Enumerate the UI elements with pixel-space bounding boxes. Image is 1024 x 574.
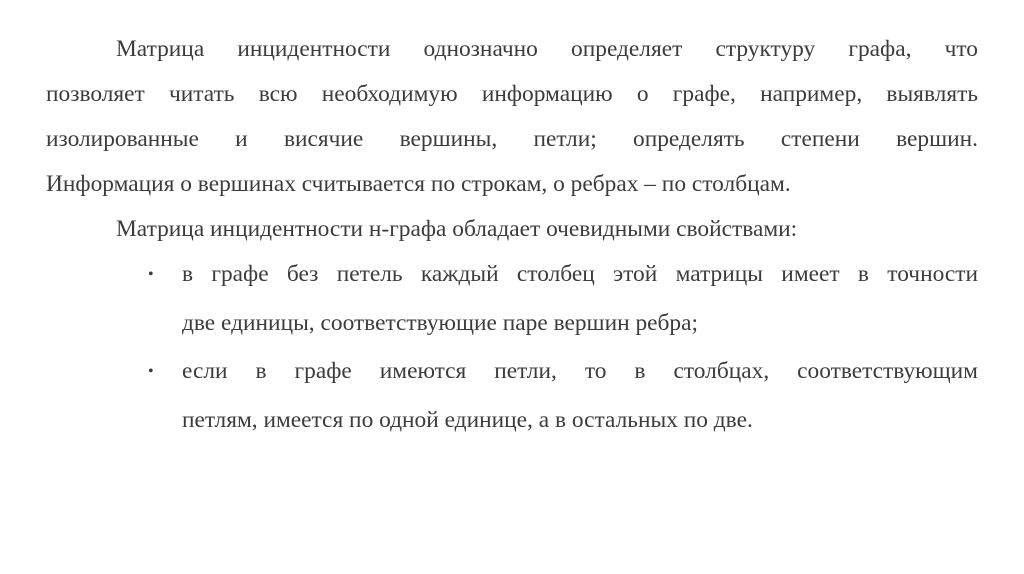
document-page bbox=[46, 27, 978, 446]
bullet-list bbox=[46, 252, 978, 446]
list-item-line: в графе без петель каждый столбец этой матрицы имеет в точности bbox=[182, 261, 978, 287]
paragraph-properties-intro bbox=[46, 207, 978, 252]
paragraph-line: позволяет читать всю необходимую информацию о графе, например, выявлять bbox=[46, 81, 978, 107]
paragraph-line: изолированные и висячие вершины, петли; определять степени вершин. bbox=[46, 126, 978, 152]
list-item bbox=[46, 349, 978, 394]
paragraph-line: Информация о вершинах считывается по строкам, о ребрах – по столбцам. bbox=[46, 171, 791, 197]
list-item-line: две единицы, соответствующие паре вершин ребра; bbox=[182, 310, 699, 336]
paragraph-incidence-matrix-definition bbox=[46, 27, 978, 207]
paragraph-line: Матрица инцидентности однозначно определяет структуру графа, что bbox=[116, 36, 978, 62]
list-item-line: петлям, имеется по одной единице, а в остальных по две. bbox=[182, 407, 753, 433]
paragraph-line: Матрица инцидентности н-графа обладает очевидными свойствами: bbox=[116, 216, 798, 242]
bullet-icon: • bbox=[148, 363, 154, 380]
bullet-icon: • bbox=[148, 266, 154, 283]
list-item bbox=[46, 252, 978, 297]
list-item-line: если в графе имеются петли, то в столбцах, соответствующим bbox=[182, 358, 978, 384]
